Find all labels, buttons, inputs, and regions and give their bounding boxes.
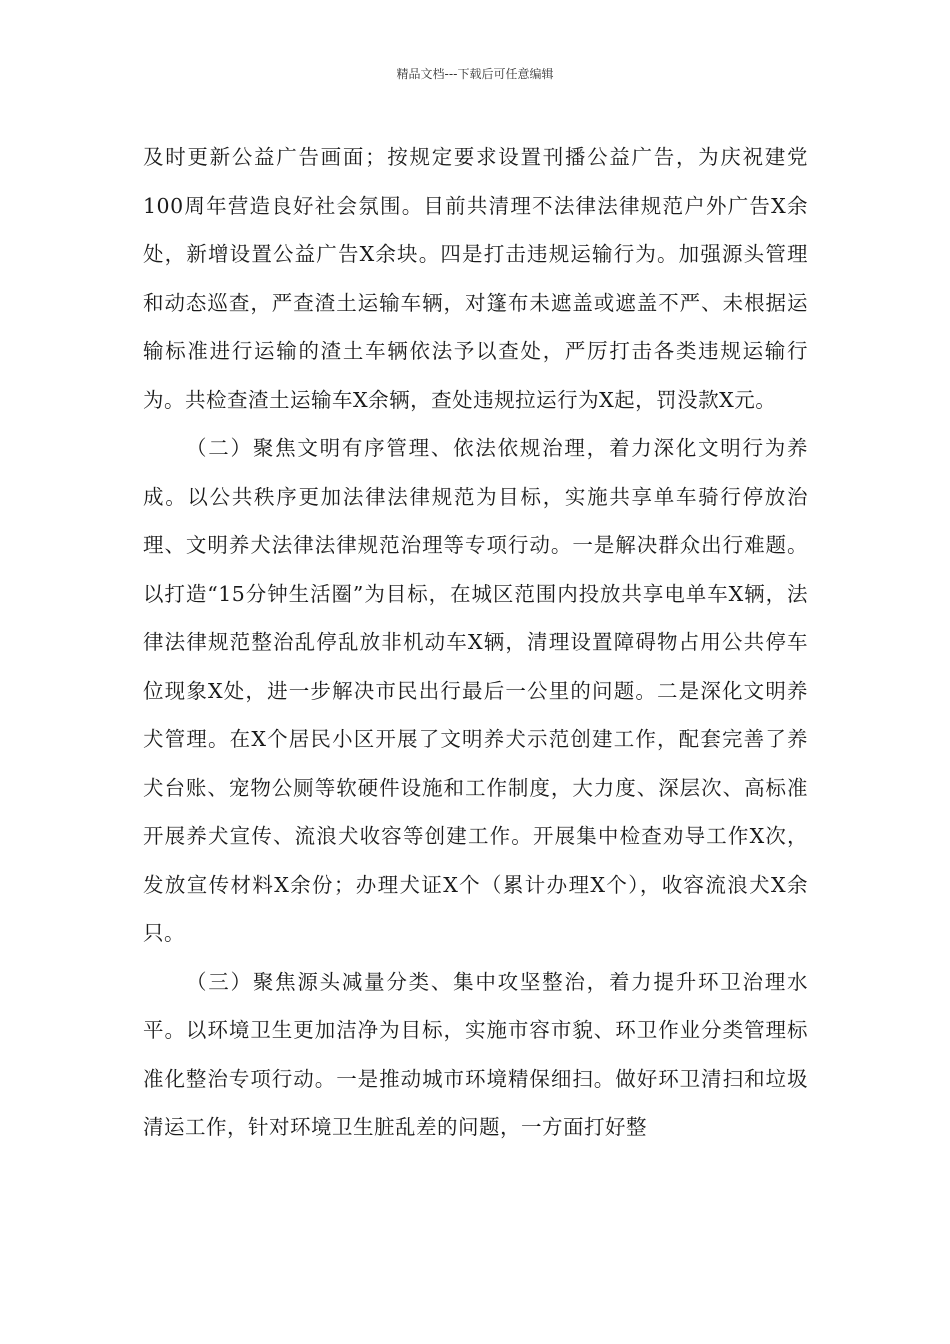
paragraph-section-two: （二）聚焦文明有序管理、依法依规治理，着力深化文明行为养成。以公共秩序更加法律法律规范为目标，实施共享单车骑行停放治理、文明养犬法律法律规范治理等专项行动。一是解决群众出行难题。以打造“15分钟生活圈”为目标，在城区范围内投放共享电单车X辆，法律法律规范整治乱停乱放非机动车X辆，清理设置障碍物占用公共停车位现象X处，进一步解决市民出行最后一公里的问题。二是深化文明养犬管理。在X个居民小区开展了文明养犬示范创建工作，配套完善了养犬台账、宠物公厕等软硬件设施和工作制度，大力度、深层次、高标准开展养犬宣传、流浪犬收容等创建工作。开展集中检查劝导工作X次，发放宣传材料X余份；办理犬证X个（累计办理X个），收容流浪犬X余只。 [143,436,808,945]
page-header: 精品文档---下载后可任意编辑 [396,67,554,81]
paragraph-continuation: 及时更新公益广告画面；按规定要求设置刊播公益广告，为庆祝建党100周年营造良好社会氛围。目前共清理不法律法律规范户外广告X余处，新增设置公益广告X余块。四是打击违规运输行为。加强源头管理和动态巡查，严查渣土运输车辆，对篷布未遮盖或遮盖不严、未根据运输标准进行运输的渣土车辆依法予以查处，严厉打击各类违规运输行为。共检查渣土运输车X余辆，查处违规拉运行为X起，罚没款X元。 [143,145,808,412]
paragraph-section-three: （三）聚焦源头减量分类、集中攻坚整治，着力提升环卫治理水平。以环境卫生更加洁净为目标，实施市容市貌、环卫作业分类管理标准化整治专项行动。一是推动城市环境精保细扫。做好环卫清扫和垃圾清运工作，针对环境卫生脏乱差的问题，一方面打好整 [143,969,808,1139]
document-body [143,133,808,1152]
